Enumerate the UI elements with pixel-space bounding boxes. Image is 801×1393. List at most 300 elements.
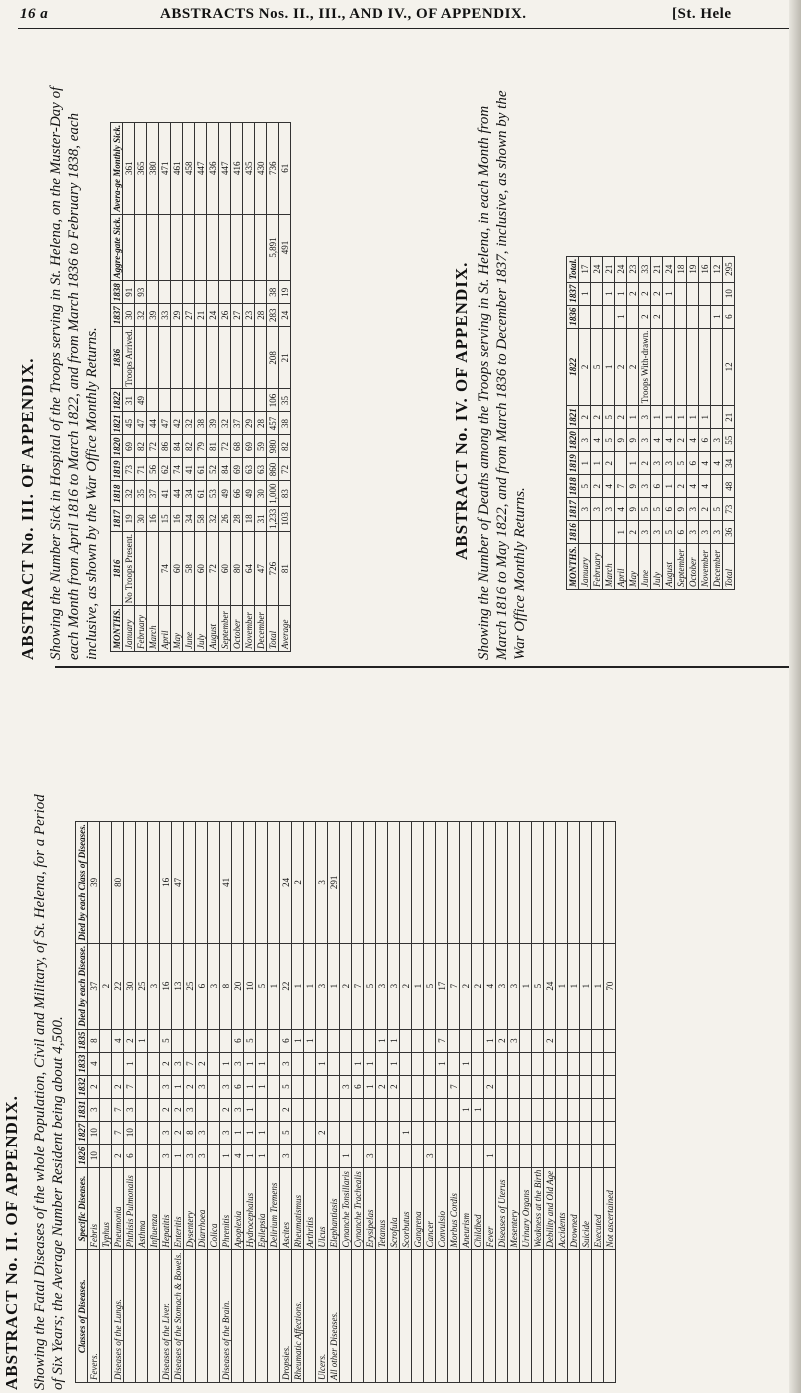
table-cell: 1 (172, 1144, 184, 1167)
table-cell (328, 1052, 340, 1075)
table-cell (208, 1250, 220, 1383)
table-cell (532, 822, 544, 944)
table-cell: 1 (268, 943, 280, 1029)
table-cell (243, 389, 255, 412)
table-cell: 2 (699, 498, 711, 521)
table-cell (232, 822, 244, 944)
table-cell: 68 (231, 435, 243, 458)
table-cell: September (219, 606, 231, 652)
table-row (148, 822, 160, 1383)
abstract3-col-header: 1822 (111, 389, 123, 412)
table-cell: 1 (340, 1144, 352, 1167)
table-cell: 3 (699, 521, 711, 544)
table-cell: Troops With-drawn. (639, 328, 651, 406)
table-cell: 283 (267, 304, 279, 327)
table-cell: 3 (687, 498, 699, 521)
table-cell: 82 (279, 435, 291, 458)
table-cell (436, 1250, 448, 1383)
table-cell (604, 1250, 616, 1383)
table-cell: 6 (675, 521, 687, 544)
table-cell: 3 (687, 521, 699, 544)
table-cell: 2 (112, 1144, 124, 1167)
table-cell: 1 (172, 1075, 184, 1098)
table-cell: Elephantiasis (328, 1167, 340, 1250)
table-cell: 736 (267, 122, 279, 214)
table-cell: 70 (604, 943, 616, 1029)
table-cell: 61 (195, 458, 207, 481)
table-cell (352, 1029, 364, 1052)
table-row (136, 822, 148, 1383)
table-cell: 25 (136, 943, 148, 1029)
table-cell: 13 (172, 943, 184, 1029)
table-cell (148, 1075, 160, 1098)
table-cell (147, 281, 159, 304)
table-cell (220, 1029, 232, 1052)
table-cell: 2 (220, 1098, 232, 1121)
table-cell: 20 (232, 943, 244, 1029)
table-cell (496, 1250, 508, 1383)
table-cell (219, 389, 231, 412)
table-cell: Weakness at the Birth (532, 1167, 544, 1250)
table-cell: 1 (627, 452, 639, 475)
table-cell (544, 1052, 556, 1075)
table-row (340, 822, 352, 1383)
table-cell (508, 1098, 520, 1121)
table-cell (412, 1144, 424, 1167)
table-cell: 1 (615, 282, 627, 305)
table-cell: 4 (88, 1052, 100, 1075)
table-cell: 860 (267, 458, 279, 481)
table-cell: 3 (603, 498, 615, 521)
table-cell: Morbus Cordis (448, 1167, 460, 1250)
table-cell: 5 (711, 498, 723, 521)
table-cell: 72 (207, 531, 219, 605)
table-cell (376, 1121, 388, 1144)
table-cell (184, 822, 196, 944)
page-running-right: [St. Hele (672, 6, 732, 22)
table-cell: 16 (147, 506, 159, 531)
table-cell: 1 (328, 943, 340, 1029)
table-cell: 2 (615, 328, 627, 406)
table-cell: No Troops Present. (123, 531, 135, 605)
table-cell: 3 (160, 1075, 172, 1098)
table-cell: 3 (196, 1121, 208, 1144)
table-cell: 1 (256, 1121, 268, 1144)
table-row (388, 822, 400, 1383)
table-cell (292, 1098, 304, 1121)
table-cell: 39 (147, 304, 159, 327)
table-cell: Delirium Tremens (268, 1167, 280, 1250)
abstract3-col-header: 1816 (111, 531, 123, 605)
abstract2-col-header: Died by each Class of Diseases. (76, 822, 88, 944)
table-cell (592, 822, 604, 944)
table-cell (136, 1250, 148, 1383)
table-cell: 1 (316, 1052, 328, 1075)
table-cell: 3 (208, 943, 220, 1029)
table-cell (412, 1250, 424, 1383)
table-row (147, 122, 159, 651)
table-cell: Arthritis (304, 1167, 316, 1250)
table-cell: July (651, 544, 663, 590)
table-row (244, 822, 256, 1383)
table-cell: 1 (663, 406, 675, 429)
table-cell: 4 (687, 429, 699, 452)
table-cell: 291 (328, 822, 340, 944)
table-cell: 86 (159, 435, 171, 458)
table-cell (532, 1121, 544, 1144)
table-cell: July (195, 606, 207, 652)
table-cell: 5,891 (267, 214, 279, 281)
table-cell (388, 1144, 400, 1167)
table-cell (484, 822, 496, 944)
table-row (135, 122, 147, 651)
abstract4-title: ABSTRACT No. IV. OF APPENDIX. (452, 261, 471, 560)
table-cell (124, 822, 136, 944)
table-cell (592, 1098, 604, 1121)
table-cell (568, 822, 580, 944)
table-cell: 81 (279, 531, 291, 605)
abstract2-table (75, 821, 616, 1383)
table-cell: 3 (364, 1144, 376, 1167)
table-cell (544, 1121, 556, 1144)
table-cell (424, 1029, 436, 1052)
table-cell (687, 305, 699, 328)
table-cell: 1 (603, 282, 615, 305)
table-cell: Dropsies. (280, 1250, 292, 1383)
table-row (159, 122, 171, 651)
table-cell (520, 1075, 532, 1098)
table-cell (136, 1144, 148, 1167)
table-cell: April (159, 606, 171, 652)
table-cell (592, 1029, 604, 1052)
table-cell: Troops Arrived. (123, 327, 135, 389)
table-cell: 1 (244, 1144, 256, 1167)
table-cell (592, 1144, 604, 1167)
table-cell (219, 327, 231, 389)
abstract2-col-header: 1827 (76, 1121, 88, 1144)
table-row (196, 822, 208, 1383)
table-cell: 52 (207, 458, 219, 481)
table-cell: 2 (544, 1029, 556, 1052)
table-cell: 1 (244, 1052, 256, 1075)
table-cell (508, 1075, 520, 1098)
table-row (448, 822, 460, 1383)
table-row (280, 822, 292, 1383)
table-cell (556, 1144, 568, 1167)
table-cell (556, 1029, 568, 1052)
table-cell: Pneumonia (112, 1167, 124, 1250)
table-cell (400, 1144, 412, 1167)
table-cell: 295 (723, 256, 735, 282)
table-cell: 58 (183, 531, 195, 605)
table-cell: 48 (723, 475, 735, 498)
table-cell (388, 822, 400, 944)
abstract3-col-header: Avera-ge Monthly Sick. (111, 122, 123, 214)
table-row (544, 822, 556, 1383)
table-cell: 1 (580, 943, 592, 1029)
table-row (603, 256, 615, 589)
abstract3-col-header: 1817 (111, 506, 123, 531)
table-cell: 4 (232, 1144, 244, 1167)
table-cell: January (123, 606, 135, 652)
table-cell: 12 (723, 328, 735, 406)
table-cell (484, 1052, 496, 1075)
table-cell: October (231, 606, 243, 652)
table-cell (196, 822, 208, 944)
table-cell (136, 822, 148, 944)
table-cell (171, 214, 183, 281)
table-cell (148, 1098, 160, 1121)
table-cell: 6 (699, 429, 711, 452)
abstract3-subtitle-3: inclusive, as shown by the War Office Monthly Returns. (84, 327, 100, 660)
table-row (220, 822, 232, 1383)
table-cell: 4 (651, 429, 663, 452)
table-cell: 4 (711, 452, 723, 475)
table-cell (436, 822, 448, 944)
table-row (651, 256, 663, 589)
table-cell: 2 (627, 521, 639, 544)
table-cell: 24 (279, 304, 291, 327)
table-cell (100, 1052, 112, 1075)
table-cell: 80 (112, 822, 124, 944)
table-cell: 2 (615, 406, 627, 429)
table-cell (304, 1052, 316, 1075)
table-cell: Aneurism (460, 1167, 472, 1250)
table-cell (532, 1144, 544, 1167)
table-cell: 8 (184, 1121, 196, 1144)
table-cell (304, 1144, 316, 1167)
table-cell: 19 (687, 256, 699, 282)
table-cell (136, 1121, 148, 1144)
abstract3-table (110, 122, 291, 652)
table-cell: 1 (412, 943, 424, 1029)
table-cell (244, 1250, 256, 1383)
table-cell (580, 1098, 592, 1121)
table-cell: May (171, 606, 183, 652)
table-cell: 3 (196, 1144, 208, 1167)
table-cell: Scorbutus (400, 1167, 412, 1250)
page-edge (789, 0, 801, 1393)
table-cell: 2 (340, 943, 352, 1029)
table-cell: 49 (135, 389, 147, 412)
abstract3-header-row (111, 122, 123, 651)
abstract4-col-header: 1821 (567, 406, 579, 429)
table-cell: 1 (579, 282, 591, 305)
table-row (328, 822, 340, 1383)
table-cell: Tetanus (376, 1167, 388, 1250)
table-cell: 74 (171, 458, 183, 481)
table-cell: August (207, 606, 219, 652)
table-cell (304, 1121, 316, 1144)
table-cell (159, 281, 171, 304)
table-cell: 16 (160, 822, 172, 944)
table-cell: April (615, 544, 627, 590)
table-cell (520, 1098, 532, 1121)
table-cell (208, 1098, 220, 1121)
table-cell: 84 (171, 435, 183, 458)
table-cell: 3 (88, 1098, 100, 1121)
table-cell (508, 1052, 520, 1075)
table-cell: 80 (231, 531, 243, 605)
abstract2-subtitle-2: of Six Years; the Average Number Resident being about 4,500. (50, 1016, 66, 1390)
table-cell (412, 1121, 424, 1144)
table-cell (243, 327, 255, 389)
table-cell (148, 1052, 160, 1075)
table-cell (304, 822, 316, 944)
table-row (219, 122, 231, 651)
table-cell (184, 1029, 196, 1052)
table-cell: 24 (615, 256, 627, 282)
table-cell: 2 (651, 305, 663, 328)
table-cell (196, 1029, 208, 1052)
table-cell: Enteritis (172, 1167, 184, 1250)
table-cell: 2 (160, 1098, 172, 1121)
table-cell: 21 (195, 304, 207, 327)
table-cell (711, 282, 723, 305)
table-cell: 2 (460, 943, 472, 1029)
table-cell: 3 (316, 822, 328, 944)
table-cell: 3 (280, 1052, 292, 1075)
table-cell: 5 (160, 1029, 172, 1052)
table-cell (328, 1098, 340, 1121)
table-cell (520, 822, 532, 944)
table-cell (352, 822, 364, 944)
table-cell: 1 (292, 943, 304, 1029)
total-row (723, 256, 735, 589)
table-cell: Colica (208, 1167, 220, 1250)
table-cell (603, 305, 615, 328)
table-cell: 3 (148, 943, 160, 1029)
table-cell: 64 (243, 531, 255, 605)
table-cell (412, 1075, 424, 1098)
table-cell: 5 (424, 943, 436, 1029)
table-cell (436, 1075, 448, 1098)
table-cell (400, 1075, 412, 1098)
table-cell (699, 282, 711, 305)
table-cell (424, 1098, 436, 1121)
table-cell: 10 (124, 1121, 136, 1144)
table-cell: 39 (88, 822, 100, 944)
table-cell (232, 1250, 244, 1383)
table-cell (159, 214, 171, 281)
table-cell (196, 1250, 208, 1383)
table-cell (508, 1144, 520, 1167)
table-cell: 6 (687, 452, 699, 475)
table-row (183, 122, 195, 651)
table-cell: 3 (639, 521, 651, 544)
abstract3-col-header: 1818 (111, 481, 123, 506)
table-cell: 32 (207, 506, 219, 531)
table-row (568, 822, 580, 1383)
table-cell: 7 (184, 1052, 196, 1075)
table-cell: 41 (183, 458, 195, 481)
table-cell: 1 (651, 406, 663, 429)
table-cell (207, 327, 219, 389)
table-row (172, 822, 184, 1383)
table-cell: 60 (219, 531, 231, 605)
table-cell: 21 (651, 256, 663, 282)
table-cell: 69 (243, 435, 255, 458)
table-cell (580, 1144, 592, 1167)
table-cell: 32 (123, 481, 135, 506)
table-cell (568, 1098, 580, 1121)
table-cell: 73 (723, 498, 735, 521)
table-row (436, 822, 448, 1383)
table-cell (352, 1144, 364, 1167)
table-cell: 2 (639, 282, 651, 305)
table-row (207, 122, 219, 651)
table-cell: 45 (123, 412, 135, 435)
abstract3-col-header: 1836 (111, 327, 123, 389)
table-cell: 3 (663, 452, 675, 475)
table-cell: 29 (243, 412, 255, 435)
table-cell (340, 1121, 352, 1144)
table-cell (604, 1121, 616, 1144)
table-cell: Not ascertained (604, 1167, 616, 1250)
table-cell (364, 1121, 376, 1144)
table-cell: 3 (424, 1144, 436, 1167)
table-cell: 5 (280, 1121, 292, 1144)
abstract3-col-header: MONTHS. (111, 606, 123, 652)
table-cell: 17 (579, 256, 591, 282)
table-cell: 2 (484, 1075, 496, 1098)
table-cell: 3 (508, 1029, 520, 1052)
abstract2-col-header: Classes of Diseases. (76, 1250, 88, 1383)
table-row (460, 822, 472, 1383)
abstract2-col-header: 1833 (76, 1052, 88, 1075)
table-cell (268, 1144, 280, 1167)
table-cell: 47 (159, 412, 171, 435)
table-cell (195, 214, 207, 281)
table-cell (304, 1075, 316, 1098)
abstract2-col-header: 1832 (76, 1075, 88, 1098)
table-cell: 1 (663, 282, 675, 305)
table-cell: 1 (687, 406, 699, 429)
table-cell: 3 (376, 943, 388, 1029)
table-row (699, 256, 711, 589)
table-row (376, 822, 388, 1383)
table-cell: Fever (484, 1167, 496, 1250)
table-cell (460, 1075, 472, 1098)
table-cell: 106 (267, 389, 279, 412)
table-cell: 6 (124, 1144, 136, 1167)
table-row (400, 822, 412, 1383)
table-cell: 1 (568, 943, 580, 1029)
table-cell (100, 822, 112, 944)
table-cell: 30 (123, 304, 135, 327)
table-cell: June (639, 544, 651, 590)
table-cell (195, 281, 207, 304)
abstract3-col-header: 1820 (111, 435, 123, 458)
table-row (268, 822, 280, 1383)
table-cell (496, 1144, 508, 1167)
abstract4-table (566, 256, 735, 590)
table-cell: 21 (279, 327, 291, 389)
table-cell (135, 531, 147, 605)
table-cell: 9 (627, 475, 639, 498)
table-cell: September (675, 544, 687, 590)
table-cell (255, 281, 267, 304)
table-cell (340, 1029, 352, 1052)
table-cell: 6 (723, 305, 735, 328)
table-cell: 2 (639, 305, 651, 328)
table-cell: 5 (532, 943, 544, 1029)
abstract3-col-header: 1821 (111, 412, 123, 435)
table-cell (604, 822, 616, 944)
table-cell (544, 1144, 556, 1167)
table-cell (472, 1250, 484, 1383)
table-cell: 18 (675, 256, 687, 282)
